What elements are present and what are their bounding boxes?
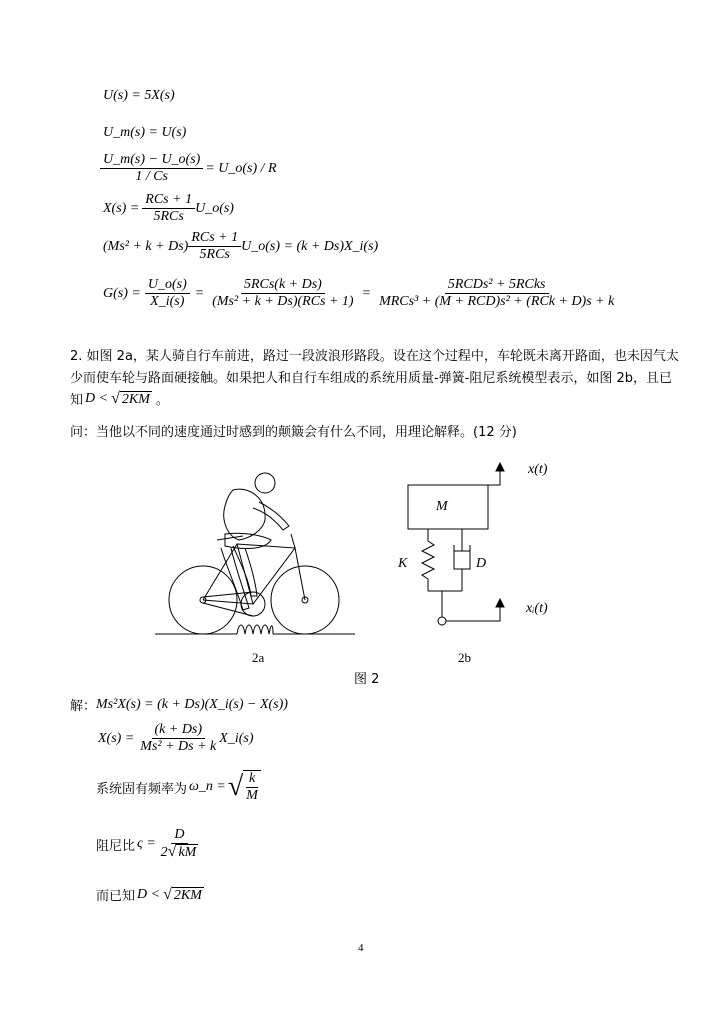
problem-line-1: 2. 如图 2a，某人骑自行车前进，路过一段波浪形路段。设在这个过程中，车轮既未离开路面，也未因气太	[70, 349, 679, 364]
equation-rhs: U_o(s)	[195, 200, 234, 216]
equation-rhs: U_o(s) = (k + Ds)X_i(s)	[241, 238, 379, 254]
spring-icon	[422, 529, 434, 591]
fraction-numerator: RCs + 1	[142, 192, 195, 209]
damping-ratio-line	[96, 827, 201, 861]
equation-u-s: U(s) = 5X(s)	[103, 88, 175, 103]
condition-lhs: D <	[85, 390, 109, 406]
equation-combined	[103, 230, 378, 263]
spring-label: K	[398, 556, 408, 571]
solution-equation-1: Ms²X(s) = (k + Ds)(X_i(s) − X(s))	[96, 696, 288, 712]
sqrt-sign-icon: √	[167, 843, 177, 860]
fraction-numerator: U_o(s)	[145, 277, 190, 294]
equation-transfer-function	[103, 277, 617, 310]
cyclist-head-icon	[255, 473, 275, 493]
fraction-denominator: Ms² + Ds + k	[140, 739, 217, 754]
fraction-numerator: RCs + 1	[188, 230, 241, 247]
denominator-radicand: kM	[178, 845, 197, 860]
solution-prefix: 解：	[70, 699, 97, 714]
input-line-icon	[446, 601, 500, 621]
damper-icon	[454, 529, 470, 591]
fraction-denominator: 1 / Cs	[135, 169, 168, 184]
cyclist-lower-leg-icon	[221, 548, 249, 610]
fraction-numerator: (k + Ds)	[152, 722, 206, 739]
sqrt-sign-icon: √	[227, 771, 244, 802]
damper-label: D	[476, 556, 487, 571]
bicycle-frame-icon	[203, 534, 305, 604]
input-arrow-icon	[496, 599, 504, 607]
output-label: x(t)	[528, 462, 548, 477]
equation-lhs: (Ms² + k + Ds)	[103, 238, 189, 254]
figure-2b-label: 2b	[458, 650, 471, 665]
solution-equation-2	[98, 722, 253, 755]
damping-ratio-text: 阻尼比	[96, 838, 136, 854]
solution-line-1	[70, 695, 288, 714]
natural-frequency-lhs: ω_n =	[189, 779, 226, 794]
page-number: 4	[358, 942, 364, 954]
cyclist-arm-icon	[253, 502, 289, 530]
fraction-numerator: k	[246, 771, 258, 788]
fraction-numerator: 5RCs(k + Ds)	[241, 277, 325, 294]
cyclist-leg-icon	[233, 546, 257, 596]
input-node-icon	[438, 617, 446, 625]
equation-um-s: U_m(s) = U(s)	[103, 125, 187, 140]
equation-current-balance	[100, 152, 277, 185]
question-text: 问：当他以不同的速度通过时感到的颠簸会有什么不同，用理论解释。(12 分)	[70, 425, 517, 440]
problem-line-3-prefix: 知	[70, 393, 84, 408]
fraction-denominator: X_i(s)	[150, 294, 185, 309]
given-radicand: 2KM	[173, 887, 202, 903]
problem-line-3-suffix: 。	[155, 393, 169, 408]
damping-ratio-lhs: ς =	[137, 836, 156, 851]
fraction-denominator: M	[246, 788, 258, 803]
cyclist-torso-icon	[224, 489, 265, 540]
fraction-numerator: U_m(s) − U_o(s)	[100, 152, 203, 169]
base-bar-icon	[428, 591, 462, 617]
fraction-denominator: 5RCs	[153, 209, 184, 224]
given-lhs: D <	[137, 886, 161, 902]
figure-caption: 图 2	[354, 672, 380, 687]
sqrt-sign-icon: √	[111, 389, 120, 407]
figure-2a-label: 2a	[252, 650, 265, 665]
given-condition-line	[96, 885, 204, 904]
mass-block-icon	[408, 485, 488, 529]
fraction-numerator: D	[171, 827, 187, 844]
equals-sign: =	[361, 285, 372, 301]
equation-lhs: X(s) =	[98, 730, 135, 746]
sqrt-sign-icon: √	[163, 885, 172, 903]
problem-line-2: 少而使车轮与路面硬接触。如果把人和自行车组成的系统用质量-弹簧-阻尼系统模型表示，如图 2b，且已	[70, 371, 673, 386]
given-text: 而已知	[96, 889, 136, 904]
denominator-coefficient: 2	[160, 845, 168, 860]
equation-x-s	[103, 192, 234, 225]
bicycle-saddle-icon	[217, 536, 243, 540]
fraction-denominator: MRCs³ + (M + RCD)s² + (RCk + D)s + k	[379, 294, 615, 309]
natural-frequency-line	[96, 770, 261, 804]
equation-lhs: X(s) =	[103, 200, 140, 216]
equation-rhs: X_i(s)	[219, 730, 254, 746]
fraction-denominator: (Ms² + k + Ds)(RCs + 1)	[212, 294, 354, 309]
equals-sign: =	[194, 285, 205, 301]
fraction-numerator: 5RCDs² + 5RCks	[445, 277, 549, 294]
problem-line-3	[70, 389, 169, 408]
fraction-denominator: 5RCs	[199, 247, 230, 262]
figure-2a-cyclist	[155, 468, 355, 640]
equation-rhs: = U_o(s) / R	[205, 160, 277, 176]
condition-radicand: 2KM	[121, 391, 150, 407]
mass-label: M	[436, 499, 448, 514]
equation-lhs: G(s) =	[103, 285, 141, 301]
natural-frequency-text: 系统固有频率为	[96, 781, 188, 797]
input-label: xᵢ(t)	[526, 601, 548, 616]
output-arrow-icon	[496, 463, 504, 471]
wavy-road-icon	[237, 625, 273, 634]
fraction-denominator	[158, 844, 202, 861]
